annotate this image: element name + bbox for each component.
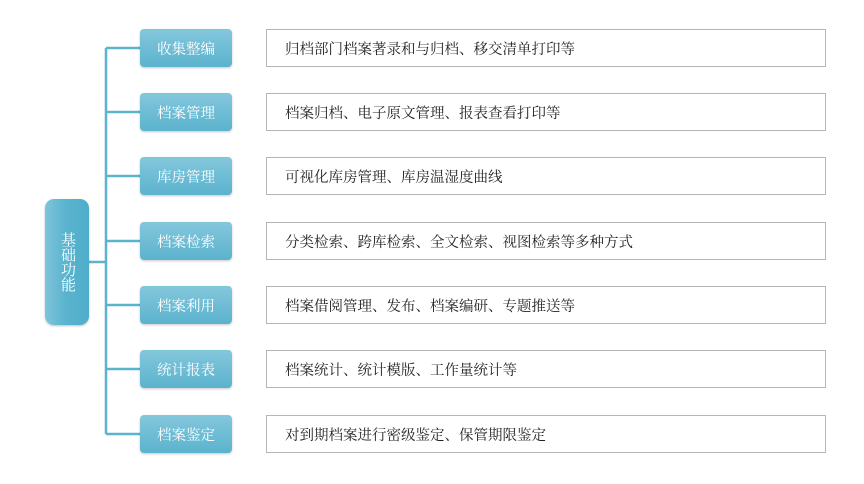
description-label-4: 分类检索、跨库检索、全文检索、视图检索等多种方式 — [285, 234, 633, 251]
description-box-2 — [266, 93, 826, 131]
category-label-3: 库房管理 — [157, 169, 215, 186]
description-box-1 — [266, 29, 826, 67]
description-label-6: 档案统计、统计模版、工作量统计等 — [285, 362, 517, 379]
description-label-2: 档案归档、电子原文管理、报表查看打印等 — [285, 105, 561, 122]
category-node-4 — [140, 222, 232, 260]
description-box-5 — [266, 286, 826, 324]
category-label-4: 档案检索 — [157, 234, 215, 251]
category-label-2: 档案管理 — [157, 105, 215, 122]
category-node-5 — [140, 286, 232, 324]
category-label-5: 档案利用 — [157, 298, 215, 315]
category-label-7: 档案鉴定 — [157, 427, 215, 444]
root-node-label: 基础功能 — [59, 232, 76, 292]
category-node-1 — [140, 29, 232, 67]
category-node-6 — [140, 350, 232, 388]
description-box-3 — [266, 157, 826, 195]
description-label-3: 可视化库房管理、库房温湿度曲线 — [285, 169, 503, 186]
description-label-7: 对到期档案进行密级鉴定、保管期限鉴定 — [285, 427, 546, 444]
description-box-4 — [266, 222, 826, 260]
root-node — [45, 199, 89, 325]
category-node-3 — [140, 157, 232, 195]
description-label-5: 档案借阅管理、发布、档案编研、专题推送等 — [285, 298, 575, 315]
description-box-6 — [266, 350, 826, 388]
description-label-1: 归档部门档案著录和与归档、移交清单打印等 — [285, 41, 575, 58]
description-box-7 — [266, 415, 826, 453]
category-label-1: 收集整编 — [157, 41, 215, 58]
category-node-2 — [140, 93, 232, 131]
category-node-7 — [140, 415, 232, 453]
category-label-6: 统计报表 — [157, 362, 215, 379]
